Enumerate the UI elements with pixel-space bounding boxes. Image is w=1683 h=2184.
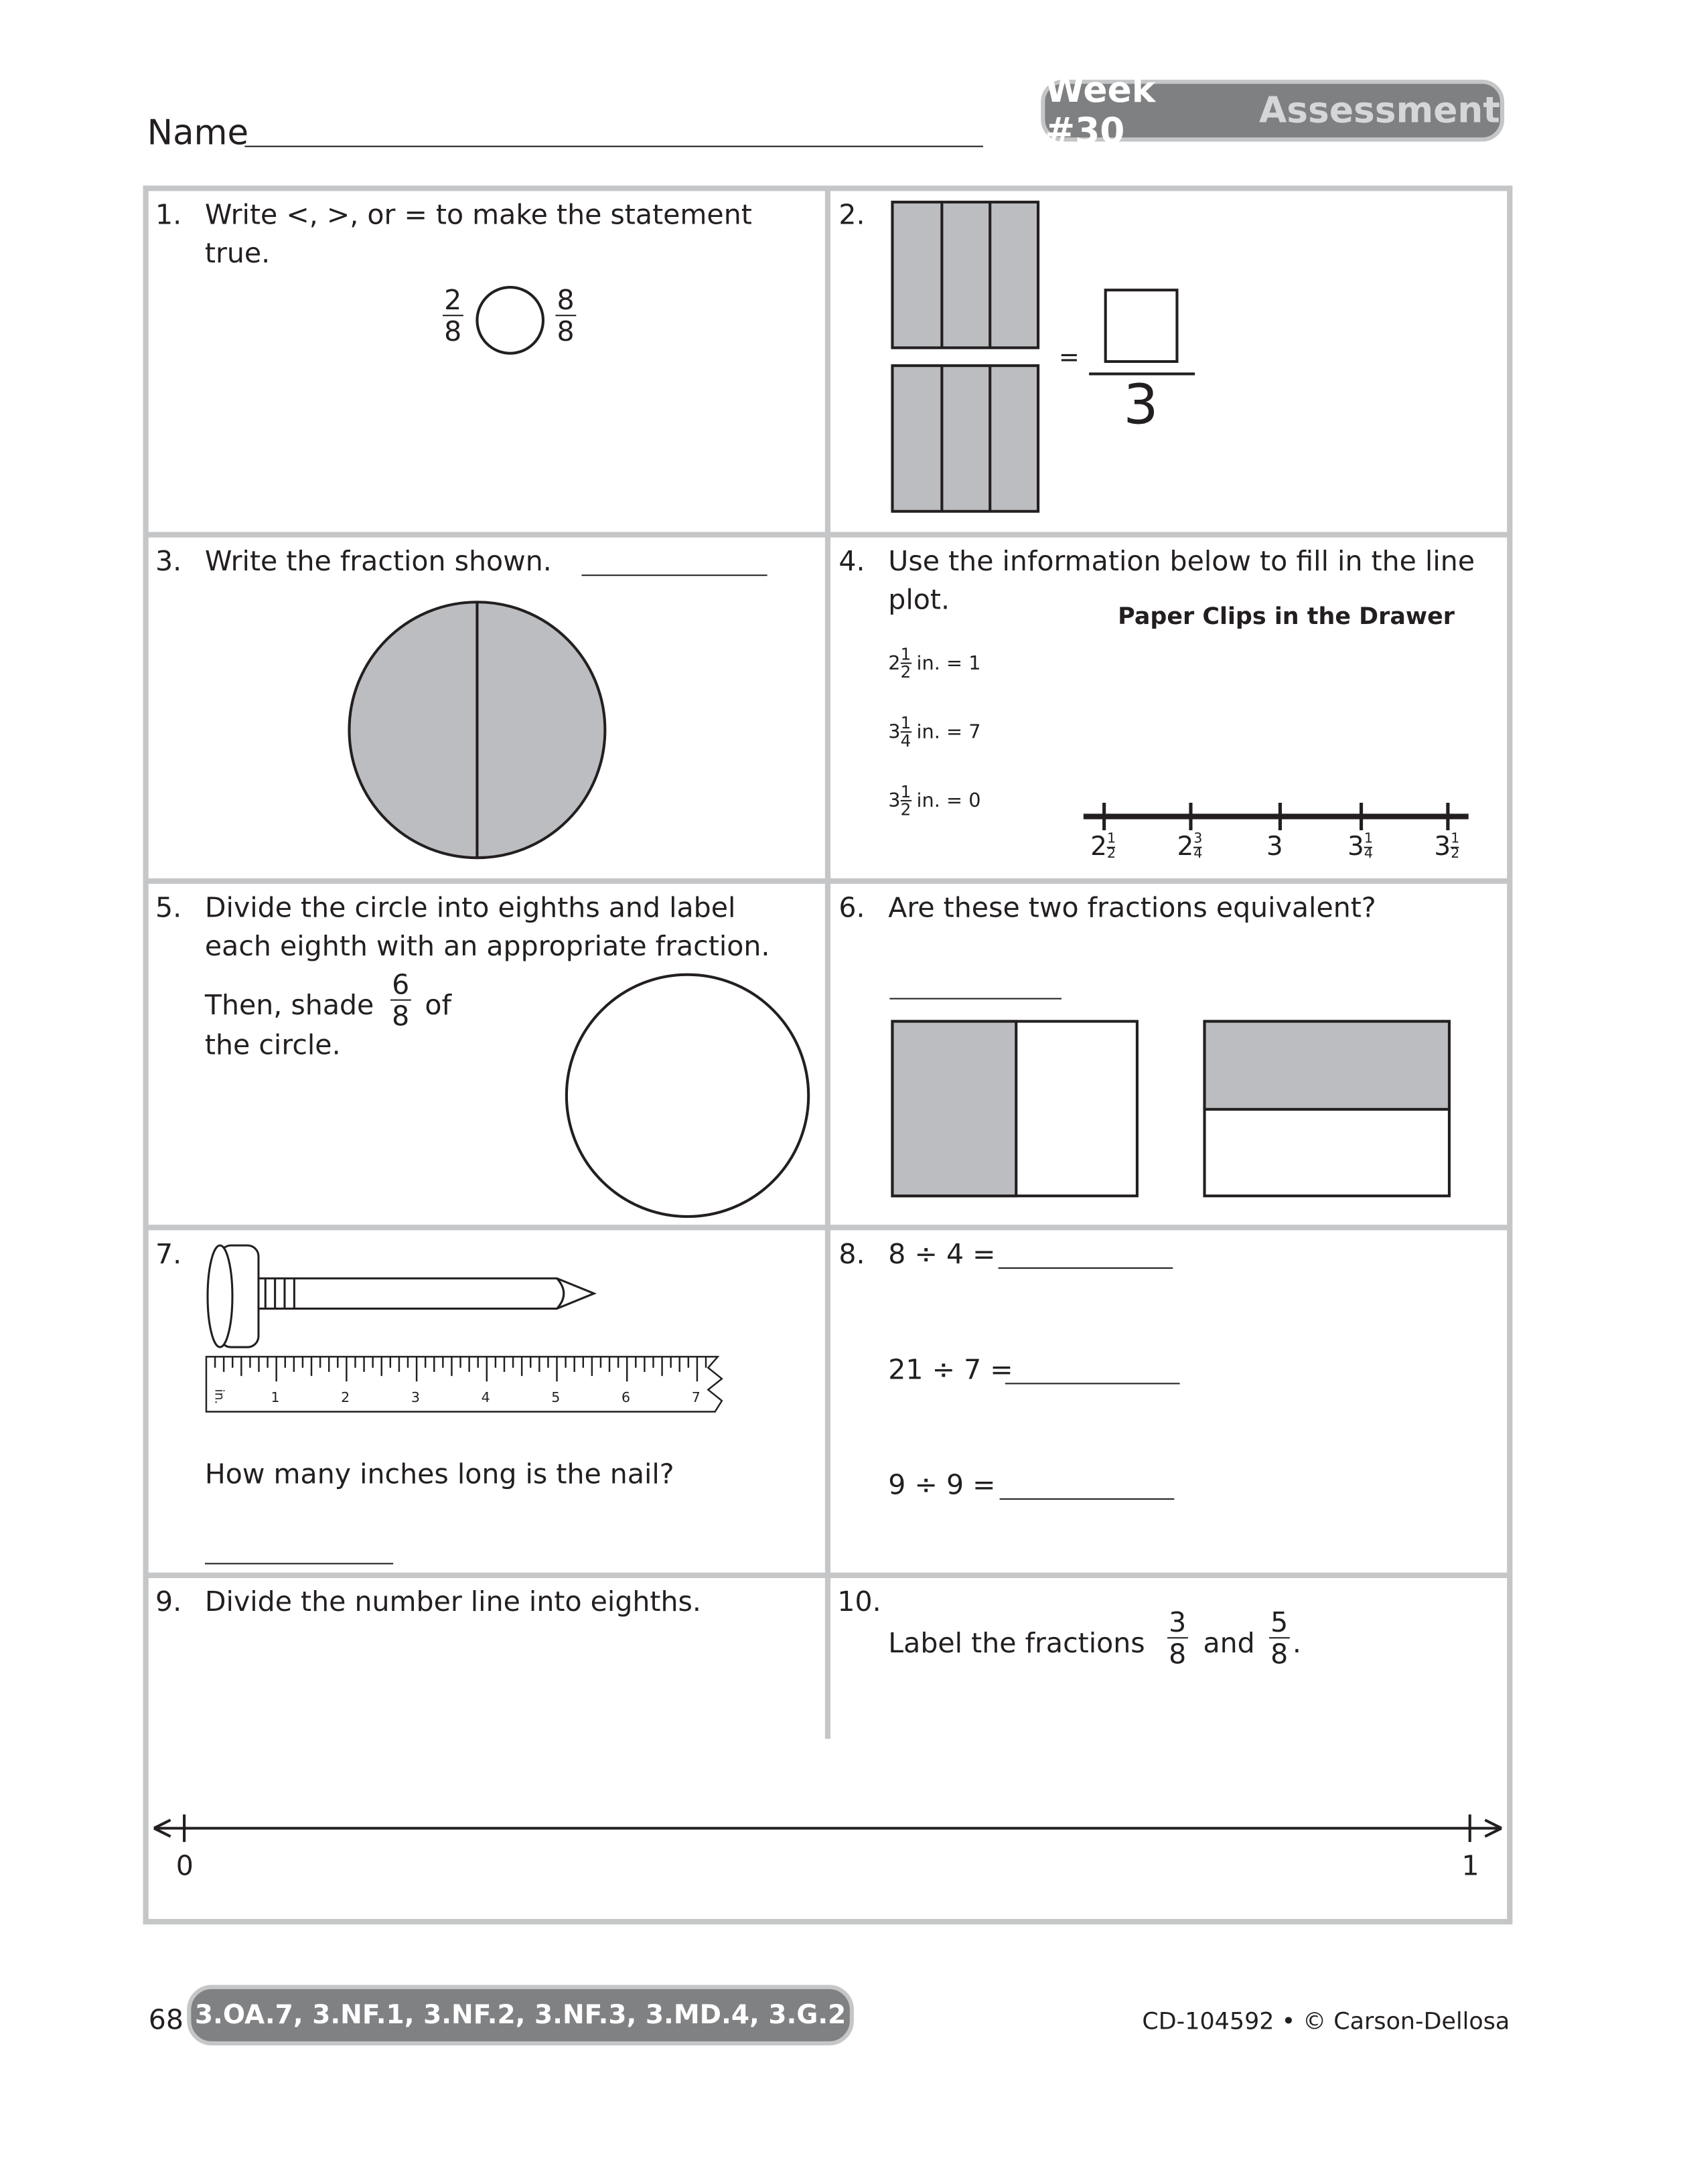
line-plot-axis: [1084, 803, 1469, 830]
q1-answer-circle[interactable]: [477, 287, 543, 354]
copyright: CD-104592 • © Carson-Dellosa: [1142, 2008, 1510, 2036]
fraction-rectangles: [892, 1021, 1449, 1196]
q10-and: and: [1203, 1626, 1255, 1660]
number-line-start-label: 0: [175, 1849, 194, 1882]
q3-text: Write the fraction shown.: [204, 544, 552, 578]
badge-assessment: Assessment: [1258, 90, 1500, 132]
number-line-0-to-1: [154, 1814, 1502, 1842]
q7-number: 7.: [155, 1237, 182, 1271]
fraction-bars: [892, 202, 1038, 512]
name-label: Name: [147, 112, 249, 153]
q4-text-2: plot.: [888, 582, 950, 616]
q1-left-fraction: $\frac{2}{8}$: [443, 286, 463, 345]
line-plot-tick-label: 2 3 4: [1177, 831, 1203, 862]
ruler-label: 4: [481, 1391, 490, 1407]
q5-text-3: Then, shade: [204, 988, 374, 1022]
q10-fraction-1: $\frac{3}{8}$: [1167, 1608, 1187, 1667]
q5-number: 5.: [155, 890, 182, 924]
q5-text: Divide the circle into eighths and label: [204, 890, 736, 924]
ruler-unit: in.: [211, 1389, 225, 1405]
numerator-answer-box: [1106, 290, 1177, 362]
ruler-label: 6: [621, 1391, 631, 1407]
q10-fraction-2: $\frac{5}{8}$: [1269, 1608, 1289, 1667]
q1-text: Write <, >, or = to make the statement: [204, 198, 752, 231]
q5-fraction: $\frac{6}{8}$: [390, 970, 411, 1029]
ruler-label: 1: [271, 1391, 280, 1407]
line-plot-title: Paper Clips in the Drawer: [1118, 603, 1455, 631]
nail-figure: [208, 1245, 594, 1347]
q8-answer-3[interactable]: [1000, 1471, 1175, 1500]
q1-text-2: true.: [204, 236, 271, 270]
q1-right-fraction: $\frac{8}{8}$: [555, 286, 575, 345]
q2-denominator: 3: [1123, 374, 1159, 437]
q8-number: 8.: [838, 1237, 865, 1271]
q8-answer-1[interactable]: [999, 1240, 1173, 1269]
q6-text: Are these two fractions equivalent?: [888, 890, 1376, 924]
standards-text: 3.OA.7, 3.NF.1, 3.NF.2, 3.NF.3, 3.MD.4, 3.G.2: [194, 2000, 847, 2031]
q1-number: 1.: [155, 198, 182, 231]
q10-text: Label the fractions: [888, 1626, 1145, 1660]
q8-answer-2[interactable]: [1005, 1355, 1180, 1384]
q2-number: 2.: [838, 198, 865, 231]
ruler-label: 7: [691, 1391, 701, 1407]
line-plot-data-item: 3 1 2 in. = 0: [888, 782, 981, 820]
blank-circle: [567, 975, 808, 1217]
q5-text-4: the circle.: [204, 1028, 341, 1061]
q5-text-of: of: [425, 988, 451, 1022]
q7-answer-blank[interactable]: [205, 1535, 393, 1564]
badge-week: Week #30: [1045, 69, 1156, 152]
q8-equation-1: 8 ÷ 4 =: [888, 1237, 996, 1271]
line-plot-tick-label: 3: [1266, 832, 1283, 862]
q3-number: 3.: [155, 544, 182, 578]
q9-number: 9.: [155, 1585, 182, 1618]
q8-equation-2: 21 ÷ 7 =: [888, 1352, 1013, 1386]
ruler-label: 3: [411, 1391, 420, 1407]
page-number: 68: [148, 2003, 184, 2036]
q4-text: Use the information below to fill in the line: [888, 544, 1475, 578]
q6-answer-blank[interactable]: [889, 970, 1062, 999]
half-circle-figure: [349, 602, 605, 858]
q8-equation-3: 9 ÷ 9 =: [888, 1468, 996, 1501]
q2-equals: =: [1058, 343, 1080, 373]
line-plot-tick-label: 3 1 2: [1434, 831, 1460, 862]
q4-number: 4.: [838, 544, 865, 578]
standards-pill: [187, 1985, 854, 2045]
q5-text-2: each eighth with an appropriate fraction.: [204, 929, 770, 963]
ruler: [206, 1356, 722, 1411]
line-plot-tick-label: 3 1 4: [1347, 831, 1373, 862]
ruler-label: 5: [551, 1391, 561, 1407]
q3-answer-blank[interactable]: [581, 547, 767, 576]
line-plot-tick-label: 2 1 2: [1090, 831, 1116, 862]
q10-period: .: [1292, 1626, 1301, 1660]
q7-text: How many inches long is the nail?: [204, 1457, 674, 1490]
q6-number: 6.: [838, 890, 865, 924]
q10-number: 10.: [837, 1585, 881, 1618]
line-plot-data-item: 3 1 4 in. = 7: [888, 713, 981, 751]
number-line-end-label: 1: [1461, 1849, 1479, 1882]
q9-text: Divide the number line into eighths.: [204, 1585, 701, 1618]
line-plot-data-item: 2 1 2 in. = 1: [888, 644, 981, 682]
ruler-label: 2: [341, 1391, 350, 1407]
